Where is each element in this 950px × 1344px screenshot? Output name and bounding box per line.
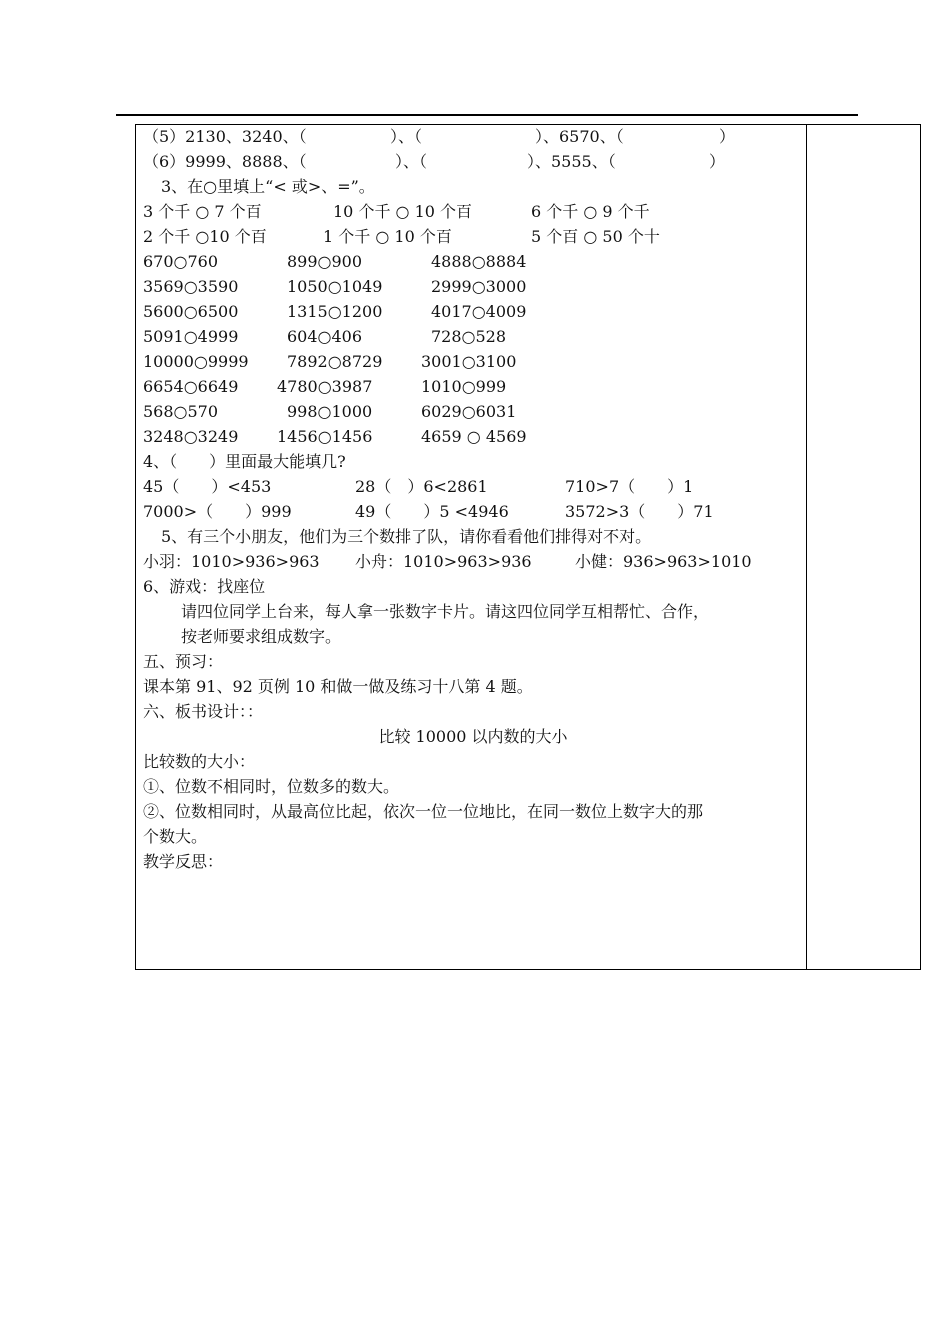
board-line-1: 比较数的大小： xyxy=(143,752,256,771)
sequence-row-5 xyxy=(143,124,803,149)
seq6-part1: （6）9999、8888、（ xyxy=(143,152,307,171)
seq5-part2: ）、（ xyxy=(390,127,423,146)
sequence-row-6 xyxy=(143,149,803,174)
q6-title: 6、游戏：找座位 xyxy=(143,577,266,596)
board-line-4: 个数大。 xyxy=(143,827,208,846)
q3-item: 1456○1456 xyxy=(277,427,373,446)
seq6-part3: ）、5555、（ xyxy=(527,152,616,171)
q3-item: 5091○4999 xyxy=(143,327,239,346)
q6-paragraph-2: 按老师要求组成数字。 xyxy=(181,627,342,646)
seq5-part1: （5）2130、3240、（ xyxy=(143,127,307,146)
q4-item: 49（ ）5 <4946 xyxy=(355,502,509,521)
reflection-label: 教学反思： xyxy=(143,852,224,871)
q3-item: 670○760 xyxy=(143,252,219,271)
q3-item: 1050○1049 xyxy=(287,277,383,296)
board-line-2: ①、位数不相同时，位数多的数大。 xyxy=(143,777,400,796)
q3-item: 5600○6500 xyxy=(143,302,239,321)
q3-item: 568○570 xyxy=(143,402,219,421)
q3-item: 1010○999 xyxy=(421,377,507,396)
q3-item: 4888○8884 xyxy=(431,252,527,271)
q3-item: 728○528 xyxy=(431,327,507,346)
q3-item: 604○406 xyxy=(287,327,363,346)
q3-row xyxy=(143,399,803,424)
q5-row xyxy=(143,549,803,574)
q3-item: 4780○3987 xyxy=(277,377,373,396)
q3-item: 3 个千 ○ 7 个百 xyxy=(143,202,262,221)
q3-row xyxy=(143,424,803,449)
q4-row xyxy=(143,474,803,499)
q3-item: 7892○8729 xyxy=(287,352,383,371)
q3-item: 4659 ○ 4569 xyxy=(421,427,527,446)
q5-item: 小舟：1010>963>936 xyxy=(355,552,532,571)
q4-item: 45（ ）<453 xyxy=(143,477,272,496)
board-title: 六、板书设计：： xyxy=(143,702,264,721)
seq5-part3: ）、6570、（ xyxy=(535,127,624,146)
q3-item: 998○1000 xyxy=(287,402,373,421)
q4-title: 4、（ ）里面最大能填几? xyxy=(143,452,346,471)
q5-item: 小羽：1010>936>963 xyxy=(143,552,320,571)
q3-row xyxy=(143,324,803,349)
q3-item: 3248○3249 xyxy=(143,427,239,446)
seq5-part4: ） xyxy=(719,127,736,146)
q6-paragraph-1: 请四位同学上台来，每人拿一张数字卡片。请这四位同学互相帮忙、合作， xyxy=(181,602,710,621)
q3-item: 6654○6649 xyxy=(143,377,239,396)
q3-item: 3001○3100 xyxy=(421,352,517,371)
preview-text: 课本第 91、92 页例 10 和做一做及练习十八第 4 题。 xyxy=(143,677,533,696)
q3-item: 5 个百 ○ 50 个十 xyxy=(531,227,660,246)
q3-item: 10000○9999 xyxy=(143,352,249,371)
q3-item: 1 个千 ○ 10 个百 xyxy=(323,227,452,246)
q4-item: 710>7（ ）1 xyxy=(565,477,694,496)
board-line-3: ②、位数相同时，从最高位比起，依次一位一位地比，在同一数位上数字大的那 xyxy=(143,802,704,821)
q4-row xyxy=(143,499,803,524)
q3-row xyxy=(143,199,803,224)
seq6-part2: ）、（ xyxy=(395,152,428,171)
q3-item: 899○900 xyxy=(287,252,363,271)
q3-item: 3569○3590 xyxy=(143,277,239,296)
q3-row xyxy=(143,299,803,324)
q3-item: 6 个千 ○ 9 个千 xyxy=(531,202,650,221)
q3-row xyxy=(143,224,803,249)
q5-title: 5、有三个小朋友，他们为三个数排了队，请你看看他们排得对不对。 xyxy=(161,527,652,546)
q4-item: 7000>（ ）999 xyxy=(143,502,292,521)
lesson-content xyxy=(143,124,803,874)
q3-row xyxy=(143,349,803,374)
board-center-title: 比较 10000 以内数的大小 xyxy=(378,727,568,746)
q3-item: 1315○1200 xyxy=(287,302,383,321)
q3-title: 3、在○里填上“< 或>、=”。 xyxy=(161,177,375,196)
header-rule xyxy=(116,114,858,116)
q3-row xyxy=(143,374,803,399)
seq6-part4: ） xyxy=(709,152,726,171)
table-column-divider xyxy=(806,124,807,970)
q3-row xyxy=(143,274,803,299)
q3-item: 4017○4009 xyxy=(431,302,527,321)
q3-item: 2999○3000 xyxy=(431,277,527,296)
q4-item: 3572>3（ ）71 xyxy=(565,502,714,521)
q4-item: 28（ ）6<2861 xyxy=(355,477,488,496)
q3-item: 10 个千 ○ 10 个百 xyxy=(333,202,473,221)
q3-item: 2 个千 ○10 个百 xyxy=(143,227,267,246)
q3-row xyxy=(143,249,803,274)
q3-item: 6029○6031 xyxy=(421,402,517,421)
q5-item: 小健：936>963>1010 xyxy=(575,552,752,571)
preview-title: 五、预习： xyxy=(143,652,224,671)
